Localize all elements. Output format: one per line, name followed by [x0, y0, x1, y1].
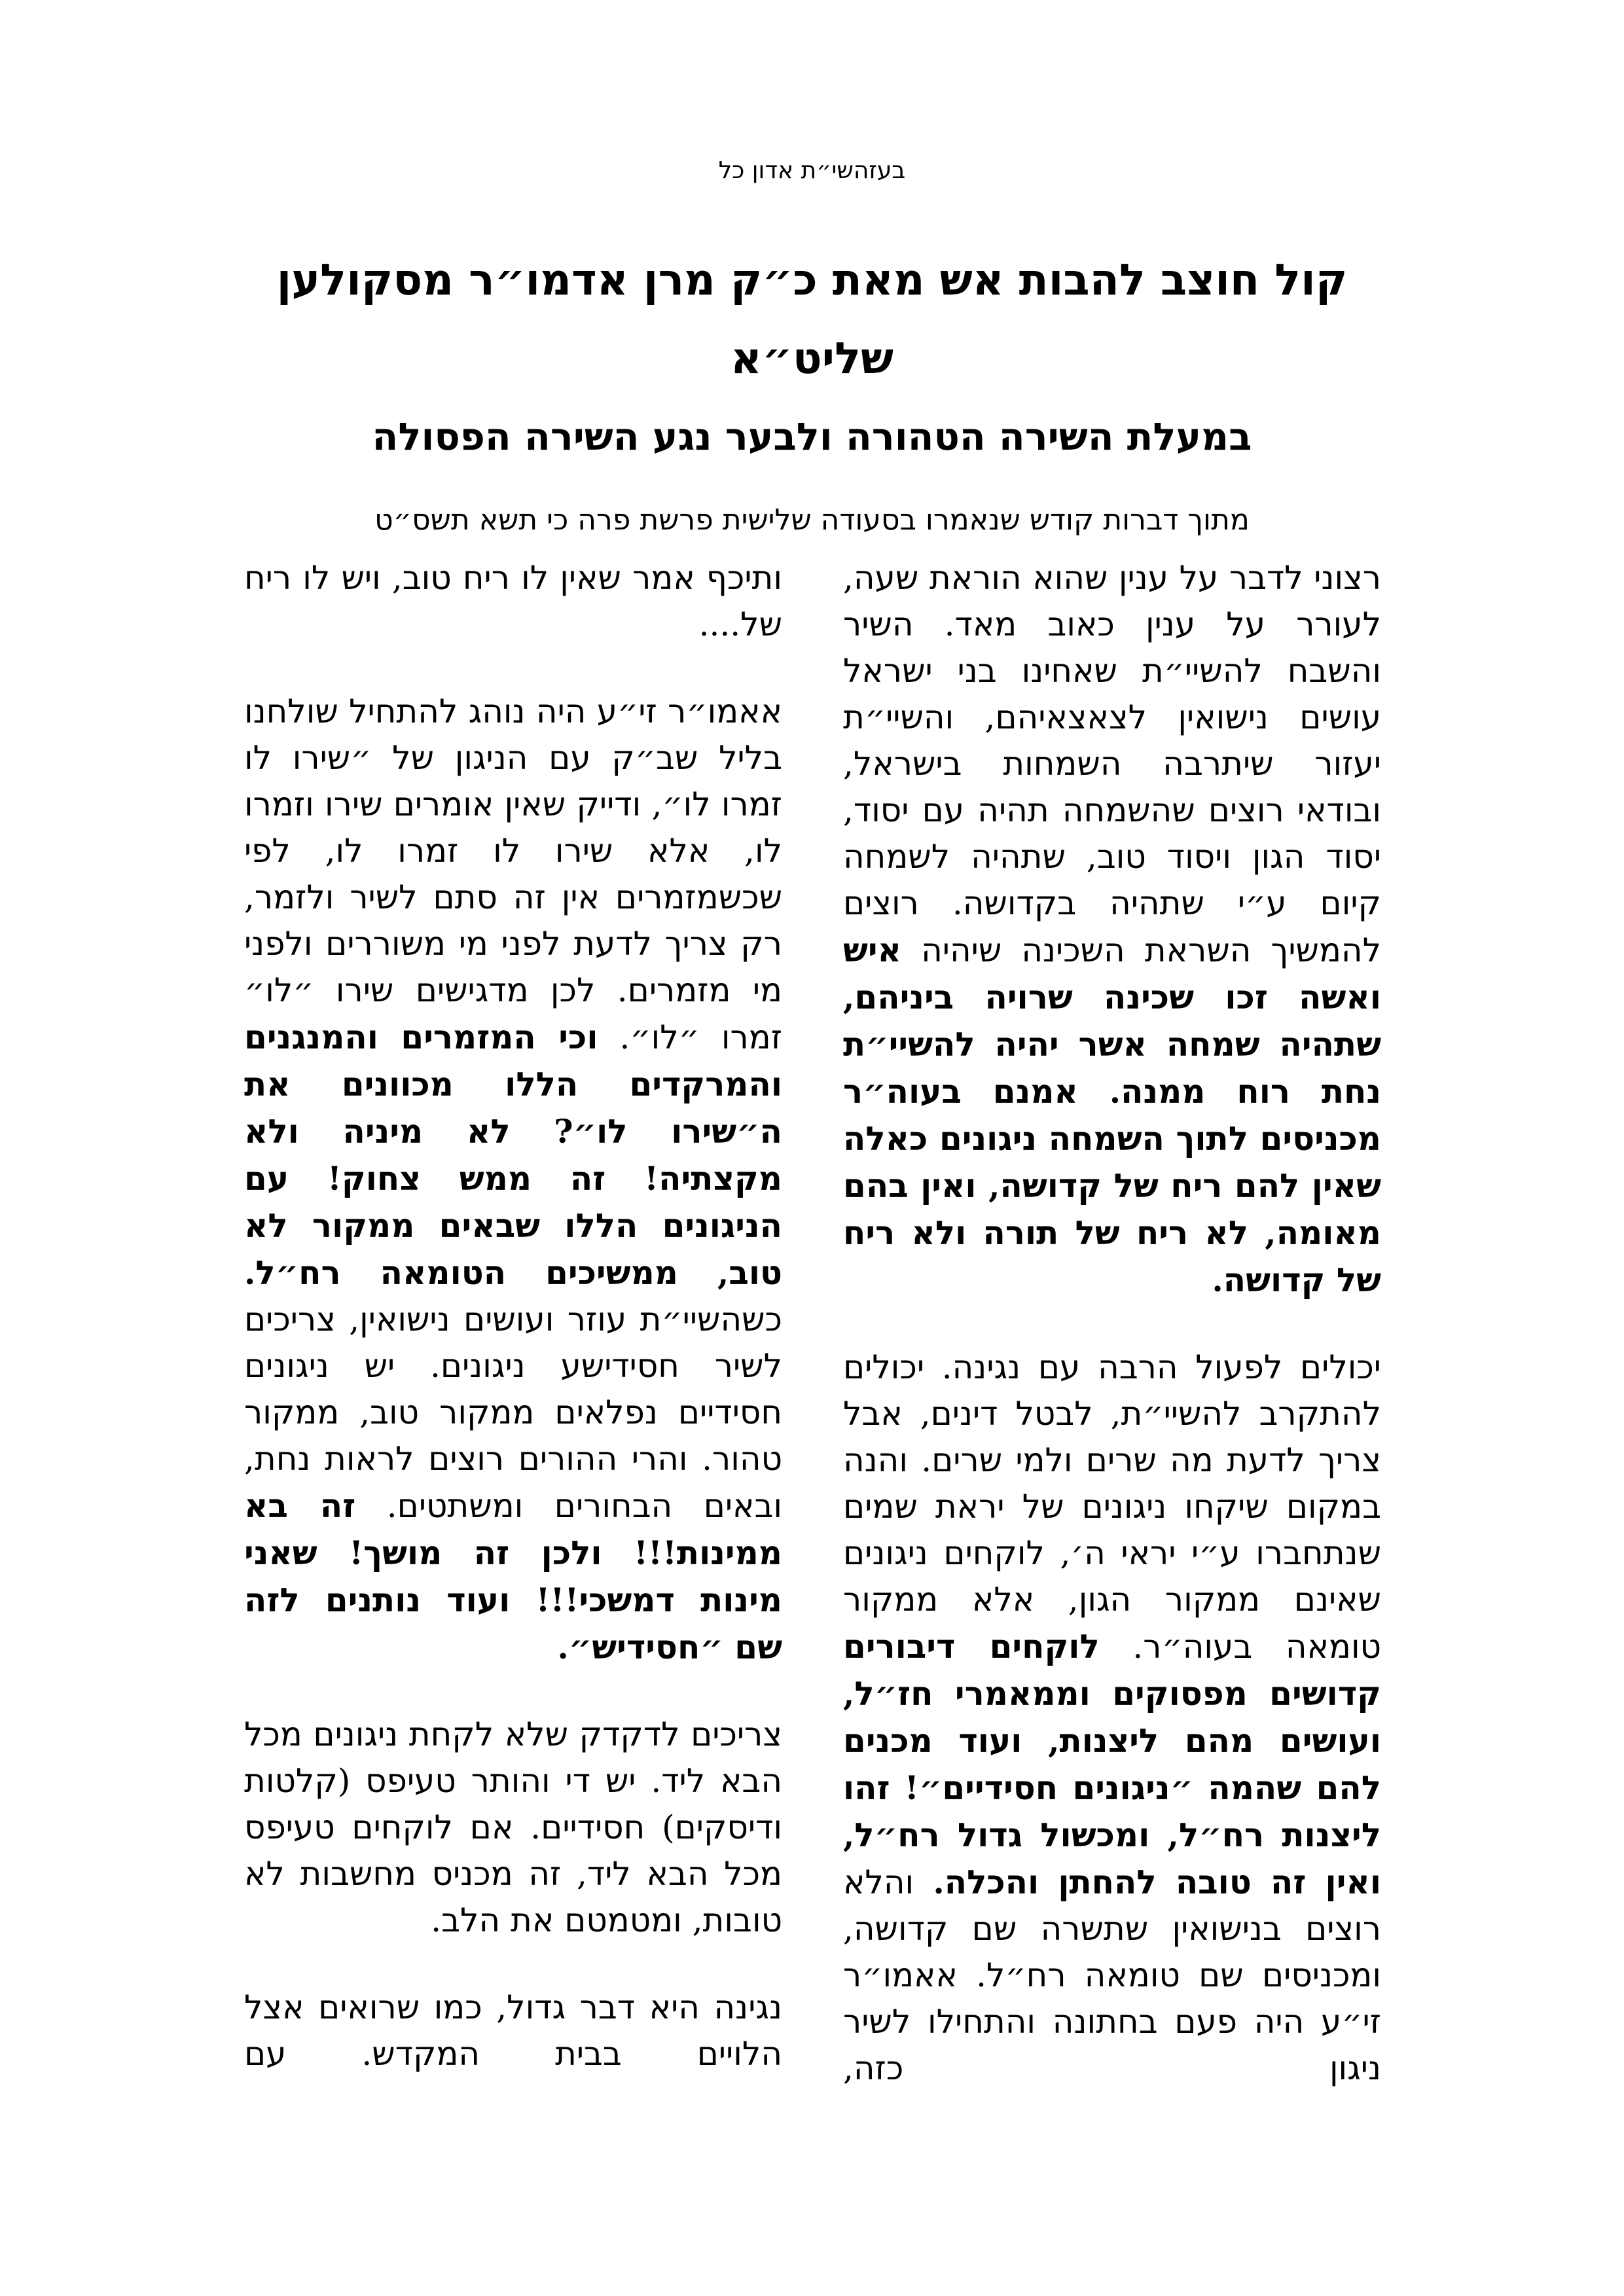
text-column-right [843, 555, 1381, 2092]
paragraph [843, 1344, 1381, 2092]
paragraph [244, 1984, 782, 2077]
main-title-line-2: שליט״א [730, 333, 894, 384]
text-run: יכולים לפעול הרבה עם נגינה. יכולים להתקרב להשיי״ת, לבטל דינים, אבל צריך לדעת מה שרים ולמי שרים. והנה במקום שיקחו ניגונים של יראת שמים שנתחברו ע״י יראי ה׳, לוקחים ניגונים שאינם ממקור הגון, אלא ממקור טומאה בעוה״ר. [843, 1348, 1381, 1666]
text-run: כשהשיי״ת עוזר ועושים נישואין, צריכים לשיר חסידישע ניגונים. יש ניגונים חסידיים נפלאים ממקור טוב, ממקור טהור. והרי ההורים רוצים לראות נחת, ובאים הבחורים ומשתטים. [244, 1300, 783, 1525]
paragraph [244, 1712, 782, 1944]
source-note: מתוך דברות קודש שנאמרו בסעודה שלישית פרשת פרה כי תשא תשס״ט [374, 503, 1250, 537]
bold-text-run: לוקחים דיבורים קדושים מפסוקים וממאמרי חז״ל, ועושים מהם ליצנות, ועוד מכנים להם שהמה ״ניגונים חסידיים״! זהו ליצנות רח״ל, ומכשול גדול רח״ל, ואין זה טובה להחתן והכלה. [843, 1627, 1381, 1901]
dedication-line: בעזהשי״ת אדון כל [718, 157, 906, 184]
text-run: ותיכף אמר שאין לו ריח טוב, ויש לו ריח של.... [244, 559, 782, 643]
paragraph [244, 689, 782, 1671]
subtitle: במעלת השירה הטהורה ולבער נגע השירה הפסולה [372, 414, 1252, 459]
text-run: רצוני לדבר על ענין שהוא הוראת שעה, לעורר על ענין כאוב מאד. השיר והשבח להשיי״ת שאחינו בני ישראל עושים נישואין לצאצאיהם, והשיי״ת יעזור שיתרבה השמחות בישראל, ובודאי רוצים שהשמחה תהיה עם יסוד, יסוד הגון ויסוד טוב, שתהיה לשמחה קיום ע״י שתהיה בקדושה. רוצים להמשיך השראת השכינה שיהיה [843, 559, 1381, 969]
main-title [0, 241, 1624, 398]
main-title-line-1: קול חוצב להבות אש מאת כ״ק מרן אדמו״ר מסקולען [276, 255, 1348, 305]
bold-text-run: וכי המזמרים והמנגנים והמרקדים הללו מכוונים את ה״שירו לו״? לא מיניה ולא מקצתיה! זה ממש צחוק! עם הניגונים הללו שבאים ממקור לא טוב, ממשיכים הטומאה רח״ל. [244, 1018, 782, 1292]
bold-text-run: איש ואשה זכו שכינה שרויה ביניהם, שתהיה שמחה אשר יהיה להשיי״ת נחת רוח ממנה. אמנם בעוה״ר מכניסים לתוך השמחה ניגונים כאלה שאין להם ריח של קדושה, ואין בהם מאומה, לא ריח של תורה ולא ריח של קדושה. [843, 931, 1381, 1299]
text-run: נגינה היא דבר גדול, כמו שרואים אצל הלויים בבית המקדש. עם [244, 1988, 782, 2073]
text-run: אאמו״ר זי״ע היה נוהג להתחיל שולחנו בליל שב״ק עם הניגון של ״שירו לו זמרו לו״, ודייק שאין אומרים שירו וזמרו לו, אלא שירו לו זמרו לו, לפי שכשמזמרים אין זה סתם לשיר ולזמר, רק צריך לדעת לפני מי משוררים ולפני מי מזמרים. לכן מדגישים שירו ״לו״ זמרו ״לו״. [244, 692, 783, 1056]
text-run: צריכים לדקדק שלא לקחת ניגונים מכל הבא ליד. יש די והותר טעיפס (קלטות ודיסקים) חסידיים. אם לוקחים טעיפס מכל הבא ליד, זה מכניס מחשבות לא טובות, ומטמטם את הלב. [244, 1715, 782, 1939]
paragraph [843, 555, 1381, 1304]
paragraph [244, 555, 782, 648]
bold-text-run: זה בא ממינות!!! ולכן זה מושך! שאני מינות דמשכי!!! ועוד נותנים לזה שם ״חסידיש״. [244, 1486, 782, 1666]
text-run: והלא רוצים בנישואין שתשרה שם קדושה, ומכניסים שם טומאה רח״ל. אאמו״ר זי״ע היה פעם בחתונה והתחילו לשיר ניגון כזה, [843, 1863, 1381, 2087]
text-column-left [244, 555, 782, 2077]
